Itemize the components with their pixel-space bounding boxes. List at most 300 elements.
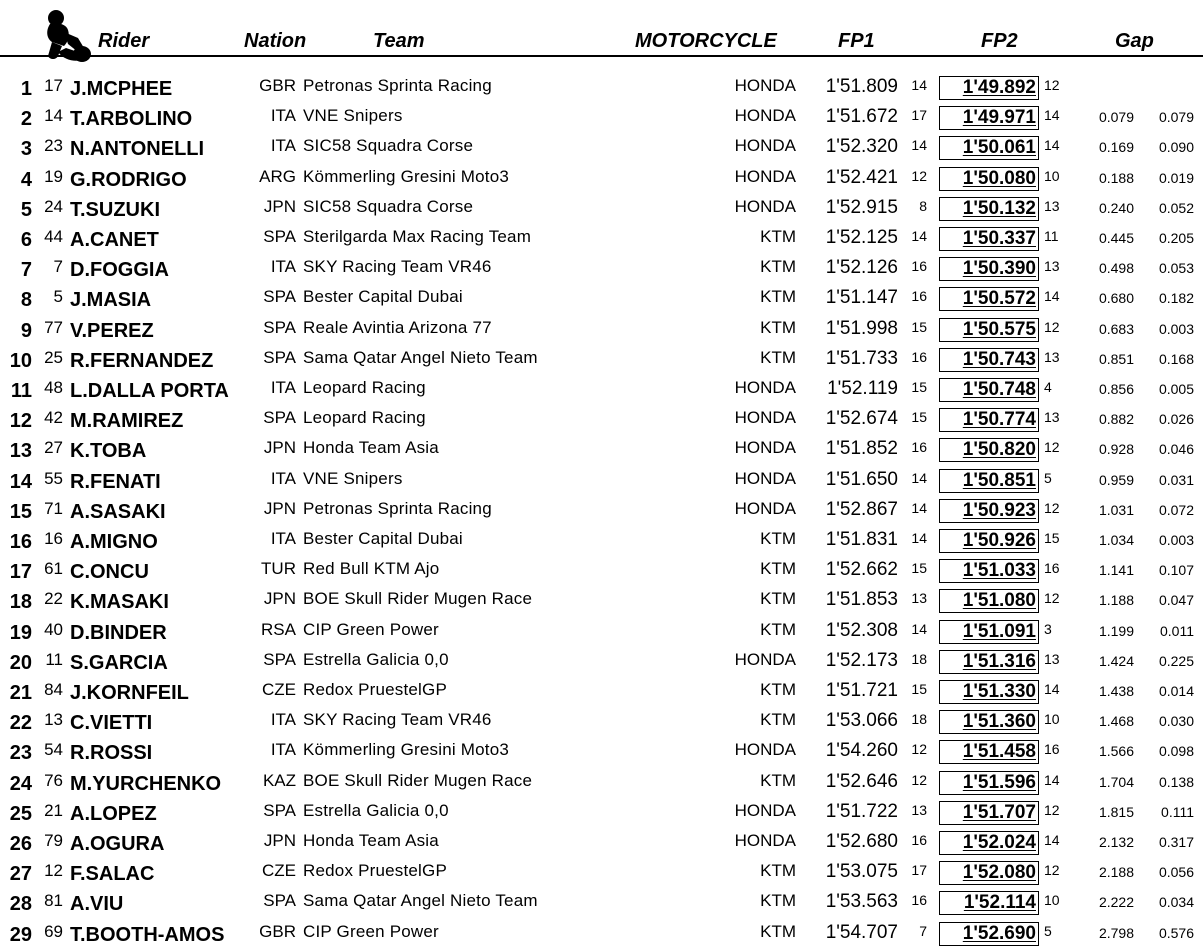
fp1-time: 1'51.721 (825, 680, 898, 701)
rider-name: T.ARBOLINO (70, 108, 193, 131)
gap-previous: 0.576 (1158, 924, 1194, 941)
team-name: VNE Snipers (303, 106, 403, 126)
fp2-time (939, 891, 1039, 915)
nation: ITA (270, 468, 296, 488)
header-gap: Gap (1115, 30, 1154, 52)
fp1-time: 1'54.707 (825, 921, 898, 943)
fp1-lap: 15 (911, 560, 927, 577)
fp1-time: 1'51.998 (825, 317, 898, 339)
rider-name: G.RODRIGO (70, 168, 187, 191)
rider-number: 7 (53, 257, 63, 277)
rider-number: 61 (44, 559, 63, 579)
team-name: Estrella Galicia 0,0 (303, 649, 449, 669)
fp1-lap: 15 (911, 379, 927, 395)
position: 13 (9, 440, 32, 463)
gap-first: 0.856 (1098, 381, 1134, 397)
header-motorcycle: MOTORCYCLE (635, 30, 777, 52)
position: 5 (20, 198, 32, 221)
nation: JPN (263, 196, 296, 216)
fp2-time-value: 1'50.061 (962, 137, 1036, 159)
rider-name: J.KORNFEIL (70, 682, 189, 704)
rider-number: 21 (44, 800, 63, 820)
motorcycle: HONDA (734, 408, 796, 428)
nation: SPA (263, 227, 296, 246)
fp2-time (939, 831, 1039, 855)
rider-number: 79 (44, 831, 63, 850)
fp1-time: 1'52.662 (825, 559, 898, 581)
fp1-time: 1'54.260 (825, 740, 898, 762)
fp2-time (939, 861, 1039, 885)
gap-first: 1.034 (1098, 532, 1134, 548)
nation: JPN (263, 831, 296, 850)
team-name: Kömmerling Gresini Moto3 (303, 740, 510, 760)
position: 20 (9, 651, 32, 674)
motorcycle: KTM (760, 680, 796, 699)
nation: JPN (263, 438, 296, 458)
motorcycle: HONDA (734, 166, 796, 186)
rider-number: 76 (44, 770, 63, 790)
fp2-time-value: 1'50.851 (962, 469, 1036, 491)
rider-number: 14 (44, 106, 63, 126)
nation: GBR (259, 921, 296, 941)
nation: JPN (263, 589, 296, 609)
position: 2 (20, 108, 32, 131)
fp2-lap: 12 (1044, 77, 1060, 93)
fp1-lap: 14 (911, 620, 927, 637)
fp1-lap: 14 (911, 137, 927, 154)
fp2-time (939, 287, 1039, 311)
gap-previous: 0.047 (1158, 592, 1194, 609)
team-name: Leopard Racing (303, 408, 426, 428)
nation: ITA (270, 378, 296, 397)
gap-previous: 0.052 (1158, 199, 1194, 216)
fp2-time-value: 1'50.572 (962, 288, 1036, 310)
rider-name: M.RAMIREZ (70, 410, 184, 433)
table-row (0, 553, 1203, 583)
fp1-time: 1'52.125 (825, 227, 898, 248)
rider-name: A.CANET (70, 229, 159, 251)
rider-number: 40 (44, 619, 63, 639)
fp2-lap: 10 (1044, 892, 1060, 909)
team-name: SIC58 Squadra Corse (303, 136, 474, 156)
fp1-lap: 14 (911, 77, 927, 93)
gap-previous: 0.111 (1161, 803, 1194, 820)
rider-number: 48 (44, 378, 63, 397)
fp2-lap: 11 (1044, 228, 1059, 244)
gap-first: 0.882 (1098, 411, 1134, 428)
fp1-time: 1'53.075 (825, 861, 898, 883)
fp1-time: 1'51.147 (825, 287, 898, 309)
rider-name: T.SUZUKI (70, 198, 160, 221)
header-fp2: FP2 (981, 30, 1018, 52)
team-name: Sama Qatar Angel Nieto Team (303, 347, 538, 367)
gap-first: 1.424 (1098, 652, 1134, 669)
fp1-lap: 17 (911, 107, 927, 124)
fp2-time-value: 1'50.743 (962, 348, 1036, 370)
rider-number: 13 (44, 710, 63, 730)
gap-first: 0.959 (1098, 471, 1134, 488)
fp2-lap: 12 (1044, 499, 1060, 516)
fp1-lap: 15 (911, 409, 927, 426)
motorcycle: KTM (760, 529, 796, 548)
rider-name: C.VIETTI (70, 712, 153, 735)
rider-number: 77 (44, 317, 63, 337)
fp2-lap: 14 (1044, 832, 1060, 848)
fp1-lap: 14 (911, 499, 927, 516)
nation: ITA (270, 257, 296, 277)
gap-previous: 0.205 (1158, 230, 1194, 246)
gap-first: 1.815 (1098, 803, 1134, 820)
header-divider (0, 55, 1203, 57)
nation: SPA (263, 408, 296, 428)
motorcycle: KTM (760, 921, 796, 941)
fp2-time-value: 1'51.458 (962, 741, 1036, 763)
fp1-lap: 16 (911, 258, 927, 275)
fp1-time: 1'53.563 (825, 891, 898, 913)
rider-number: 24 (44, 196, 63, 216)
fp1-lap: 15 (911, 318, 927, 335)
motorcycle: HONDA (734, 468, 796, 488)
team-name: Redox PruestelGP (303, 680, 447, 699)
fp2-lap: 3 (1044, 620, 1052, 637)
fp2-time (939, 76, 1039, 100)
position: 6 (20, 229, 32, 251)
motorcycle: HONDA (734, 649, 796, 669)
fp1-lap: 12 (911, 167, 927, 184)
nation: ITA (270, 529, 296, 548)
table-row (0, 161, 1203, 191)
rider-number: 69 (44, 921, 63, 941)
table-row (0, 463, 1203, 493)
fp1-lap: 14 (911, 228, 927, 244)
table-row (0, 432, 1203, 462)
fp2-time (939, 257, 1039, 281)
team-name: Leopard Racing (303, 378, 426, 397)
fp1-time: 1'51.852 (825, 438, 898, 460)
fp1-time: 1'51.853 (825, 589, 898, 611)
rider-name: N.ANTONELLI (70, 138, 205, 161)
fp2-time (939, 680, 1039, 704)
gap-previous: 0.031 (1158, 471, 1194, 488)
fp2-time (939, 227, 1039, 251)
rider-name: J.MCPHEE (70, 78, 173, 100)
fp2-lap: 10 (1044, 167, 1060, 184)
rider-name: T.BOOTH-AMOS (70, 923, 225, 946)
rider-name: L.DALLA PORTA (70, 380, 229, 402)
gap-previous: 0.182 (1158, 290, 1194, 307)
gap-previous: 0.011 (1160, 622, 1194, 639)
team-name: SKY Racing Team VR46 (303, 257, 492, 277)
table-row (0, 281, 1203, 311)
rider-number: 54 (44, 740, 63, 760)
fp2-time-value: 1'50.774 (962, 409, 1036, 431)
fp2-lap: 13 (1044, 348, 1060, 365)
table-row (0, 644, 1203, 674)
gap-previous: 0.138 (1158, 773, 1194, 790)
rider-name: M.YURCHENKO (70, 772, 222, 795)
table-row (0, 795, 1203, 825)
fp2-time (939, 167, 1039, 191)
gap-first: 2.188 (1098, 864, 1134, 881)
team-name: Estrella Galicia 0,0 (303, 800, 449, 820)
fp2-time-value: 1'50.748 (962, 379, 1036, 400)
team-name: Petronas Sprinta Racing (303, 76, 492, 95)
fp1-lap: 12 (911, 741, 927, 758)
rider-number: 11 (45, 649, 63, 669)
gap-previous: 0.046 (1158, 441, 1194, 458)
rider-name: S.GARCIA (70, 651, 168, 674)
motorcycle-rider-icon (38, 8, 96, 66)
nation: ITA (270, 106, 296, 126)
nation: RSA (261, 619, 296, 639)
fp2-time-value: 1'52.024 (962, 832, 1036, 853)
fp2-lap: 14 (1044, 771, 1060, 788)
position: 24 (9, 772, 32, 795)
nation: ITA (270, 136, 296, 156)
fp1-time: 1'52.320 (825, 136, 898, 158)
rider-name: F.SALAC (70, 863, 155, 886)
fp1-lap: 16 (911, 892, 927, 909)
table-row (0, 916, 1203, 946)
fp2-time-value: 1'50.923 (962, 499, 1036, 521)
motorcycle: HONDA (734, 378, 796, 397)
rider-name: D.BINDER (70, 621, 167, 644)
motorcycle: HONDA (734, 831, 796, 850)
fp2-lap: 10 (1044, 711, 1060, 728)
motorcycle: HONDA (734, 498, 796, 518)
gap-previous: 0.030 (1158, 713, 1194, 730)
table-row (0, 704, 1203, 734)
fp1-time: 1'52.646 (825, 770, 898, 792)
nation: SPA (263, 800, 296, 820)
gap-previous: 0.034 (1158, 894, 1194, 911)
position: 11 (10, 380, 32, 402)
table-row (0, 765, 1203, 795)
fp2-time (939, 499, 1039, 523)
table-row (0, 372, 1203, 402)
position: 14 (9, 470, 32, 493)
gap-first: 0.240 (1098, 199, 1134, 216)
position: 1 (20, 78, 32, 100)
fp2-time-value: 1'50.820 (962, 439, 1036, 461)
position: 19 (9, 621, 32, 644)
position: 23 (9, 742, 32, 765)
fp2-time-value: 1'50.337 (962, 228, 1036, 249)
fp1-time: 1'52.680 (825, 831, 898, 852)
motorcycle: HONDA (734, 740, 796, 760)
gap-previous: 0.005 (1158, 381, 1194, 397)
team-name: Petronas Sprinta Racing (303, 498, 492, 518)
gap-previous: 0.056 (1158, 864, 1194, 881)
position: 7 (20, 259, 32, 282)
fp2-lap: 12 (1044, 439, 1060, 456)
rider-name: D.FOGGIA (70, 259, 169, 282)
table-row (0, 251, 1203, 281)
fp2-lap: 14 (1044, 681, 1060, 697)
fp1-lap: 12 (911, 771, 927, 788)
table-row (0, 342, 1203, 372)
gap-first: 0.079 (1098, 109, 1134, 126)
rider-name: A.SASAKI (70, 500, 166, 523)
table-row (0, 674, 1203, 704)
position: 18 (9, 591, 32, 614)
fp1-time: 1'52.173 (825, 649, 898, 671)
table-row (0, 614, 1203, 644)
fp2-time (939, 559, 1039, 583)
team-name: Redox PruestelGP (303, 861, 447, 881)
fp1-time: 1'52.308 (825, 619, 898, 641)
fp1-time: 1'53.066 (825, 710, 898, 732)
position: 27 (9, 863, 32, 886)
nation: ITA (270, 710, 296, 730)
table-row (0, 312, 1203, 342)
team-name: SIC58 Squadra Corse (303, 196, 474, 216)
position: 15 (9, 500, 32, 523)
fp2-lap: 12 (1044, 862, 1060, 879)
table-row (0, 885, 1203, 915)
fp2-time (939, 136, 1039, 160)
gap-previous: 0.317 (1158, 834, 1194, 850)
rider-name: K.MASAKI (70, 591, 169, 614)
gap-first: 1.566 (1098, 743, 1134, 760)
table-row (0, 130, 1203, 160)
nation: TUR (261, 559, 296, 579)
gap-previous: 0.168 (1158, 350, 1194, 367)
rider-number: 22 (44, 589, 63, 609)
team-name: Honda Team Asia (303, 438, 439, 458)
fp2-lap: 13 (1044, 650, 1060, 667)
motorcycle: KTM (760, 227, 796, 246)
table-row (0, 191, 1203, 221)
motorcycle: KTM (760, 710, 796, 730)
fp1-lap: 7 (919, 922, 927, 939)
motorcycle: KTM (760, 619, 796, 639)
results-header (0, 0, 1203, 62)
position: 12 (9, 410, 32, 433)
rider-name: A.OGURA (70, 833, 165, 855)
fp2-lap: 16 (1044, 560, 1060, 577)
fp2-time (939, 801, 1039, 825)
fp2-time-value: 1'49.892 (962, 77, 1036, 98)
gap-previous: 0.079 (1158, 109, 1194, 126)
motorcycle: HONDA (734, 106, 796, 126)
fp2-time-value: 1'50.132 (962, 197, 1036, 219)
rider-number: 23 (44, 136, 63, 156)
nation: GBR (259, 76, 296, 95)
motorcycle: HONDA (734, 438, 796, 458)
position: 10 (9, 349, 32, 372)
fp2-lap: 4 (1044, 379, 1052, 395)
fp2-time-value: 1'51.596 (962, 771, 1036, 793)
fp1-lap: 15 (911, 681, 927, 697)
fp1-time: 1'51.672 (825, 106, 898, 128)
fp1-time: 1'52.119 (827, 378, 898, 399)
fp1-lap: 16 (911, 832, 927, 848)
rider-name: A.MIGNO (70, 531, 158, 553)
fp2-lap: 13 (1044, 197, 1060, 214)
gap-previous: 0.090 (1158, 139, 1194, 156)
fp2-time-value: 1'50.080 (962, 167, 1036, 189)
position: 26 (9, 833, 32, 855)
rider-name: V.PEREZ (70, 319, 154, 342)
team-name: Bester Capital Dubai (303, 529, 463, 548)
nation: SPA (263, 649, 296, 669)
rider-name: A.LOPEZ (70, 802, 157, 825)
motorcycle: HONDA (734, 800, 796, 820)
position: 9 (20, 319, 32, 342)
gap-first: 1.199 (1098, 622, 1134, 639)
team-name: Red Bull KTM Ajo (303, 559, 440, 579)
nation: KAZ (262, 770, 296, 790)
rider-name: R.FENATI (70, 470, 161, 493)
fp2-time-value: 1'52.690 (962, 922, 1036, 944)
header-rider: Rider (98, 30, 150, 52)
gap-first: 1.704 (1098, 773, 1134, 790)
fp1-lap: 18 (911, 711, 927, 728)
fp2-time (939, 318, 1039, 342)
rider-number: 71 (44, 498, 63, 518)
nation: SPA (263, 287, 296, 307)
fp2-time-value: 1'51.330 (962, 681, 1036, 702)
rider-number: 84 (44, 680, 63, 699)
team-name: CIP Green Power (303, 619, 439, 639)
fp2-time (939, 589, 1039, 613)
fp1-time: 1'51.809 (825, 76, 898, 97)
fp2-time (939, 771, 1039, 795)
fp2-lap: 15 (1044, 530, 1060, 546)
team-name: Reale Avintia Arizona 77 (303, 317, 492, 337)
rider-number: 44 (44, 227, 63, 246)
gap-first: 0.445 (1098, 230, 1134, 246)
table-row (0, 100, 1203, 130)
nation: SPA (263, 347, 296, 367)
fp2-time (939, 348, 1039, 372)
header-team: Team (373, 30, 425, 52)
fp2-time-value: 1'50.390 (962, 258, 1036, 280)
nation: ARG (259, 166, 296, 186)
team-name: Kömmerling Gresini Moto3 (303, 166, 510, 186)
rider-number: 19 (44, 166, 63, 186)
position: 3 (20, 138, 32, 161)
fp2-time (939, 620, 1039, 644)
fp1-lap: 13 (911, 590, 927, 607)
rider-name: A.VIU (70, 893, 124, 916)
fp2-time-value: 1'51.091 (962, 620, 1036, 642)
gap-previous: 0.026 (1158, 411, 1194, 428)
fp1-time: 1'52.867 (825, 498, 898, 520)
gap-first: 1.031 (1098, 501, 1134, 518)
gap-first: 2.798 (1098, 924, 1134, 941)
fp2-time-value: 1'52.114 (963, 892, 1036, 914)
table-row (0, 583, 1203, 613)
fp2-time-value: 1'49.971 (962, 107, 1036, 129)
position: 25 (9, 802, 32, 825)
gap-first: 0.683 (1098, 320, 1134, 337)
nation: CZE (262, 680, 296, 699)
motorcycle: HONDA (734, 136, 796, 156)
rider-number: 12 (44, 861, 63, 881)
rider-name: K.TOBA (70, 440, 147, 463)
fp1-time: 1'52.674 (825, 408, 898, 430)
position: 28 (9, 893, 32, 916)
rider-number: 81 (44, 891, 63, 911)
nation: SPA (263, 891, 296, 911)
fp2-time-value: 1'51.360 (962, 711, 1036, 733)
nation: CZE (262, 861, 296, 881)
fp2-time-value: 1'51.033 (962, 560, 1036, 582)
fp2-time (939, 740, 1039, 764)
fp2-time-value: 1'50.575 (962, 318, 1036, 340)
